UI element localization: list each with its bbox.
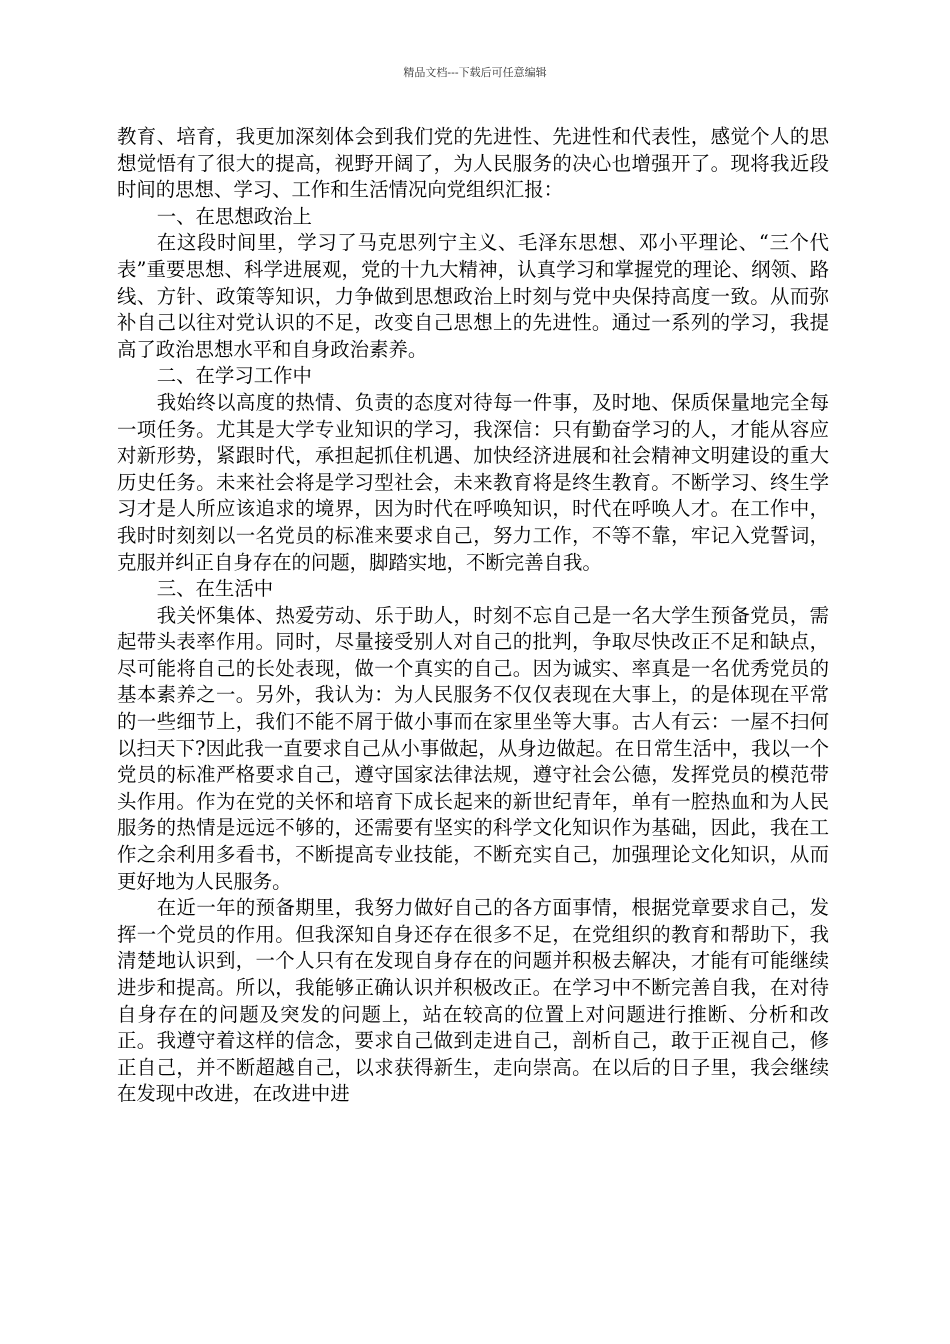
section-heading-life: 三、在生活中 (156, 577, 274, 601)
paragraph-intro: 教育、培育，我更加深刻体会到我们党的先进性、先进性和代表性，感觉个人的思想觉悟有了很大的提高，视野开阔了，为人民服务的决心也增强开了。现将我近段时间的思想、学习、工作和生活情况向党组织汇报： (117, 125, 829, 202)
page-header: 精品文档---下载后可任意编辑 (403, 66, 547, 79)
section-heading-ideology: 一、在思想政治上 (156, 204, 312, 228)
document-body (117, 124, 829, 1108)
section-heading-study-work: 二、在学习工作中 (156, 364, 312, 388)
paragraph-life: 我关怀集体、热爱劳动、乐于助人，时刻不忘自己是一名大学生预备党员，需起带头表率作用。同时，尽量接受别人对自己的批判，争取尽快改正不足和缺点，尽可能将自己的长处表现，做一个真实的自己。因为诚实、率真是一名优秀党员的基本素养之一。另外，我认为：为人民服务不仅仅表现在大事上，的是体现在平常的一些细节上，我们不能不屑于做小事而在家里坐等大事。古人有云：一屋不扫何以扫天下?因此我一直要求自己从小事做起，从身边做起。在日常生活中，我以一个党员的标准严格要求自己，遵守国家法律法规，遵守社会公德，发挥党员的模范带头作用。作为在党的关怀和培育下成长起来的新世纪青年，单有一腔热血和为人民服务的热情是远远不够的，还需要有坚实的科学文化知识作为基础，因此，我在工作之余利用多看书，不断提高专业技能，不断充实自己，加强理论文化知识，从而更好地为人民服务。 (117, 603, 829, 893)
paragraph-ideology: 在这段时间里，学习了马克思列宁主义、毛泽东思想、邓小平理论、“三个代表”重要思想、科学进展观，党的十九大精神，认真学习和掌握党的理论、纲领、路线、方针、政策等知识，力争做到思想政治上时刻与党中央保持高度一致。从而弥补自己以往对党认识的不足，改变自己思想上的先进性。通过一系列的学习，我提高了政治思想水平和自身政治素养。 (117, 231, 829, 361)
paragraph-study-work: 我始终以高度的热情、负责的态度对待每一件事，及时地、保质保量地完全每一项任务。尤其是大学专业知识的学习，我深信：只有勤奋学习的人，才能从容应对新形势，紧跟时代，承担起抓住机遇、加快经济进展和社会精神文明建设的重大历史任务。未来社会将是学习型社会，未来教育将是终生教育。不断学习、终生学习才是人所应该追求的境界，因为时代在呼唤知识，时代在呼唤人才。在工作中，我时时刻刻以一名党员的标准来要求自己，努力工作，不等不靠，牢记入党誓词，克服并纠正自身存在的问题，脚踏实地，不断完善自我。 (117, 390, 829, 574)
paragraph-probation: 在近一年的预备期里，我努力做好自己的各方面事情，根据党章要求自己，发挥一个党员的作用。但我深知自身还存在很多不足，在党组织的教育和帮助下，我清楚地认识到，一个人只有在发现自身存在的问题并积极去解决，才能有可能继续进步和提高。所以，我能够正确认识并积极改正。在学习中不断完善自我，在对待自身存在的问题及突发的问题上，站在较高的位置上对问题进行推断、分析和改正。我遵守着这样的信念，要求自己做到走进自己，剖析自己，敢于正视自己，修正自己，并不断超越自己，以求获得新生，走向崇高。在以后的日子里，我会继续在发现中改进，在改进中进 (117, 896, 829, 1106)
